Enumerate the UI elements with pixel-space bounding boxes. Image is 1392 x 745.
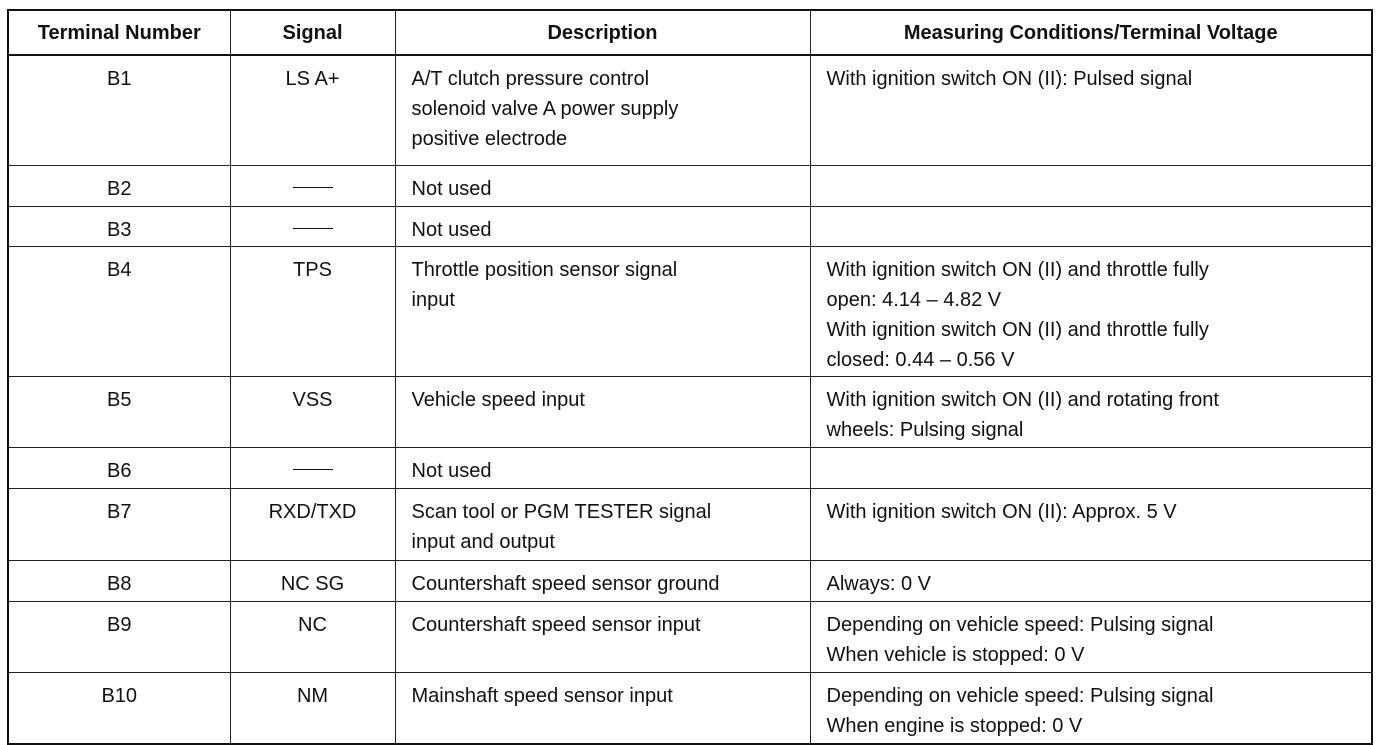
- not-used-dash: [293, 228, 333, 229]
- description-line: positive electrode: [411, 128, 568, 150]
- table-row: [8, 55, 1372, 165]
- description-line: Not used: [411, 459, 492, 482]
- description-line: input: [411, 288, 455, 311]
- measuring-line: open: 4.14 – 4.82 V: [826, 288, 1002, 311]
- not-used-dash: [293, 187, 333, 188]
- table-body: [8, 55, 1372, 744]
- description-cell: [395, 376, 810, 447]
- measuring-conditions-cell: [810, 447, 1372, 488]
- signal-cell: TPS: [230, 246, 395, 376]
- table-row: [8, 601, 1372, 672]
- table-row: [8, 488, 1372, 560]
- signal-cell: NC SG: [230, 560, 395, 601]
- terminal-number-cell: B6: [8, 447, 230, 488]
- terminal-number-cell: B5: [8, 376, 230, 447]
- measuring-conditions-cell: [810, 488, 1372, 560]
- description-line: Not used: [411, 177, 492, 200]
- description-line: Vehicle speed input: [411, 388, 585, 411]
- measuring-line: Depending on vehicle speed: Pulsing signal: [826, 684, 1214, 707]
- header-row: [8, 10, 1372, 55]
- measuring-conditions-cell: [810, 376, 1372, 447]
- measuring-conditions-cell: [810, 165, 1372, 206]
- table-row: [8, 165, 1372, 206]
- signal-cell: RXD/TXD: [230, 488, 395, 560]
- description-cell: [395, 447, 810, 488]
- description-cell: [395, 560, 810, 601]
- table-row: [8, 246, 1372, 376]
- description-line: A/T clutch pressure control: [411, 68, 650, 90]
- description-line: Countershaft speed sensor input: [411, 613, 701, 636]
- measuring-line: With ignition switch ON (II): Pulsed signal: [826, 68, 1193, 90]
- description-cell: [395, 672, 810, 744]
- not-used-dash: [293, 469, 333, 470]
- signal-cell: [230, 206, 395, 246]
- measuring-conditions-cell: [810, 55, 1372, 165]
- description-line: Countershaft speed sensor ground: [411, 572, 720, 595]
- description-line: Scan tool or PGM TESTER signal: [411, 500, 712, 523]
- signal-cell: [230, 447, 395, 488]
- terminal-number-cell: B8: [8, 560, 230, 601]
- table-row: [8, 447, 1372, 488]
- table-row: [8, 672, 1372, 744]
- description-line: solenoid valve A power supply: [411, 98, 679, 120]
- description-cell: [395, 165, 810, 206]
- measuring-conditions-cell: [810, 601, 1372, 672]
- header-signal: Signal: [230, 10, 395, 55]
- measuring-line: Depending on vehicle speed: Pulsing signal: [826, 613, 1214, 636]
- table-row: [8, 560, 1372, 601]
- description-line: Not used: [411, 218, 492, 241]
- terminal-number-cell: B7: [8, 488, 230, 560]
- description-cell: [395, 206, 810, 246]
- header-terminal-number: Terminal Number: [8, 10, 230, 55]
- description-cell: [395, 601, 810, 672]
- terminal-number-cell: B9: [8, 601, 230, 672]
- measuring-line: With ignition switch ON (II) and rotating front: [826, 388, 1219, 411]
- terminal-number-cell: B2: [8, 165, 230, 206]
- table-header: [8, 10, 1372, 55]
- measuring-line: When engine is stopped: 0 V: [826, 714, 1083, 737]
- terminal-number-cell: B4: [8, 246, 230, 376]
- measuring-line: wheels: Pulsing signal: [826, 418, 1024, 441]
- terminal-number-cell: B3: [8, 206, 230, 246]
- description-line: Mainshaft speed sensor input: [411, 684, 673, 707]
- measuring-conditions-cell: [810, 672, 1372, 744]
- header-measuring-conditions: Measuring Conditions/Terminal Voltage: [810, 10, 1372, 55]
- measuring-line: With ignition switch ON (II) and throttle fully: [826, 318, 1209, 341]
- description-line: Throttle position sensor signal: [411, 258, 678, 281]
- description-line: input and output: [411, 530, 555, 553]
- signal-cell: [230, 165, 395, 206]
- measuring-conditions-cell: [810, 560, 1372, 601]
- signal-cell: VSS: [230, 376, 395, 447]
- description-cell: [395, 488, 810, 560]
- measuring-line: Always: 0 V: [826, 572, 931, 595]
- description-cell: [395, 55, 810, 165]
- measuring-line: closed: 0.44 – 0.56 V: [826, 348, 1015, 371]
- measuring-line: With ignition switch ON (II) and throttle fully: [826, 258, 1209, 281]
- table-row: [8, 376, 1372, 447]
- measuring-line: With ignition switch ON (II): Approx. 5 V: [826, 500, 1177, 523]
- terminal-number-cell: B1: [8, 55, 230, 165]
- signal-cell: NC: [230, 601, 395, 672]
- signal-cell: LS A+: [230, 55, 395, 165]
- signal-cell: NM: [230, 672, 395, 744]
- terminal-table: [7, 9, 1373, 745]
- header-description: Description: [395, 10, 810, 55]
- measuring-conditions-cell: [810, 206, 1372, 246]
- measuring-conditions-cell: [810, 246, 1372, 376]
- table-row: [8, 206, 1372, 246]
- description-cell: [395, 246, 810, 376]
- terminal-number-cell: B10: [8, 672, 230, 744]
- measuring-line: When vehicle is stopped: 0 V: [826, 643, 1085, 666]
